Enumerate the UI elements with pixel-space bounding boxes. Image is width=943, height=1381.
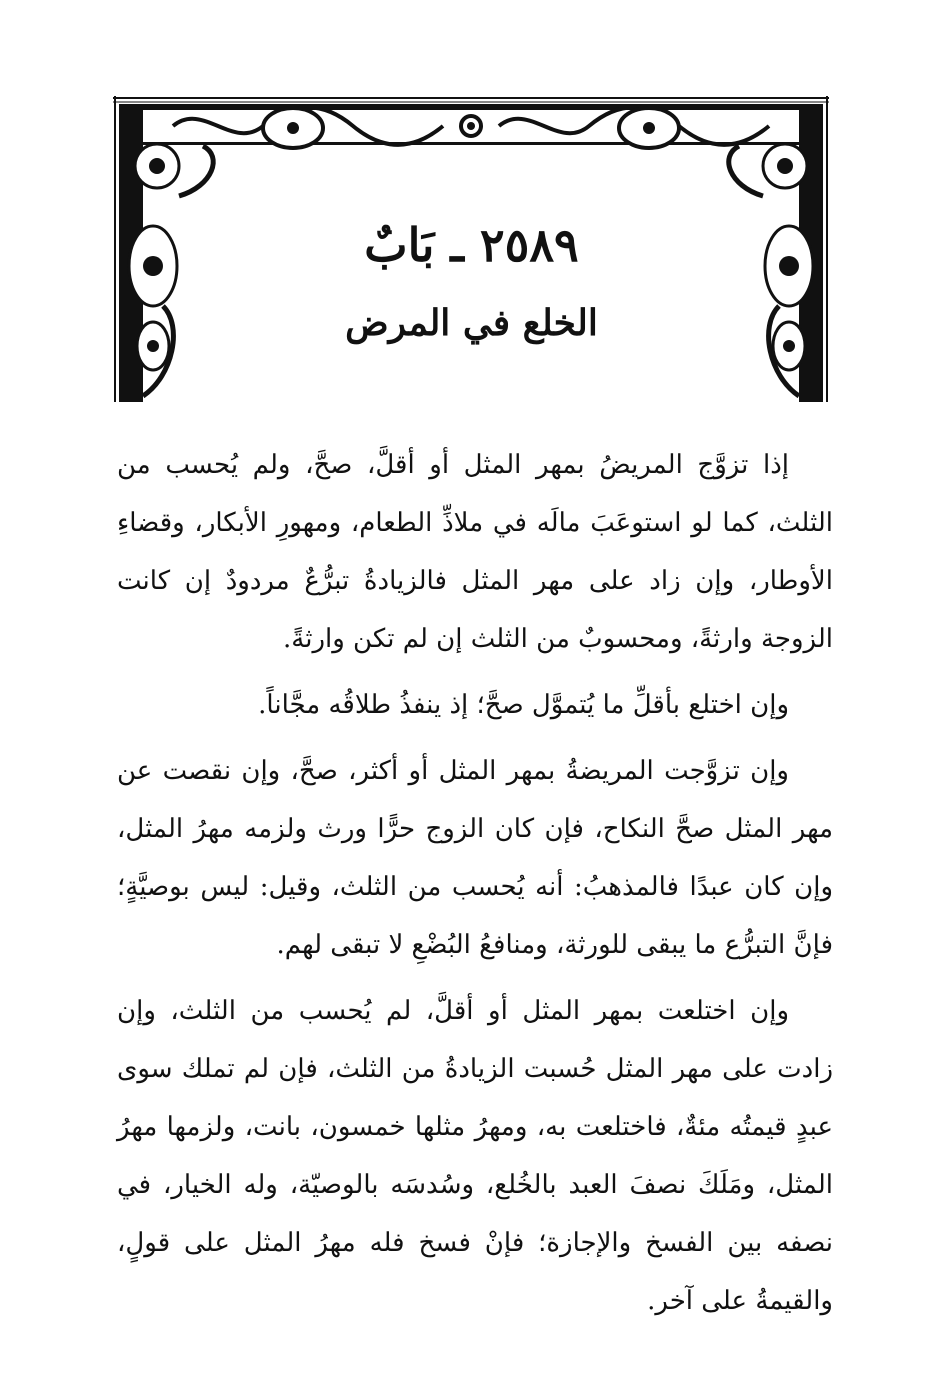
paragraph: وإن اختلع بأقلِّ ما يُتموَّل صحَّ؛ إذ ينفذُ طلاقُه مجَّاناً. xyxy=(258,690,789,720)
paragraph: وإن تزوَّجت المريضةُ بمهر المثل أو أكثر، صحَّ، وإن نقصت عن مهر المثل صحَّ النكاح، فإن كان الزوج حرًّا ورث ولزمه مهرُ المثل، وإن كان عبدًا فالمذهبُ: أنه يُحسب من الثلث، وقيل: ليس بوصيَّةٍ؛ فإنَّ التبرُّع ما يبقى للورثة، ومنافعُ البُضْعِ لا تبقى لهم. xyxy=(117,756,833,960)
paragraph: إذا تزوَّج المريضُ بمهر المثل أو أقلَّ، صحَّ، ولم يُحسب من الثلث، كما لو استوعَبَ مالَه في ملاذِّ الطعام، ومهورِ الأبكار، وقضاءِ الأوطار، وإن زاد على مهر المثل فالزيادةُ تبرُّعٌ مردودٌ إن كانت الزوجة وارثةً، ومحسوبٌ من الثلث إن لم تكن وارثةً. xyxy=(117,450,833,654)
paragraph: وإن اختلعت بمهر المثل أو أقلَّ، لم يُحسب من الثلث، وإن زادت على مهر المثل حُسبت الزيادةُ من الثلث، فإن لم تملك سوى عبدٍ قيمتُه مئةٌ، فاختلعت به، ومهرُ مثلها خمسون، بانت، ولزمها مهرُ المثل، ومَلَكَ نصفَ العبد بالخُلع، وسُدسَه بالوصيّة، وله الخيار، في نصفه بين الفسخ والإجازة؛ فإنْ فسخ فله مهرُ المثل على قولٍ، والقيمةُ على آخر. xyxy=(117,996,833,1316)
chapter-number: ٢٥٨٩ ـ بَابٌ xyxy=(364,218,579,272)
main-text xyxy=(117,436,833,1338)
chapter-title: الخلع في المرض xyxy=(345,302,598,344)
